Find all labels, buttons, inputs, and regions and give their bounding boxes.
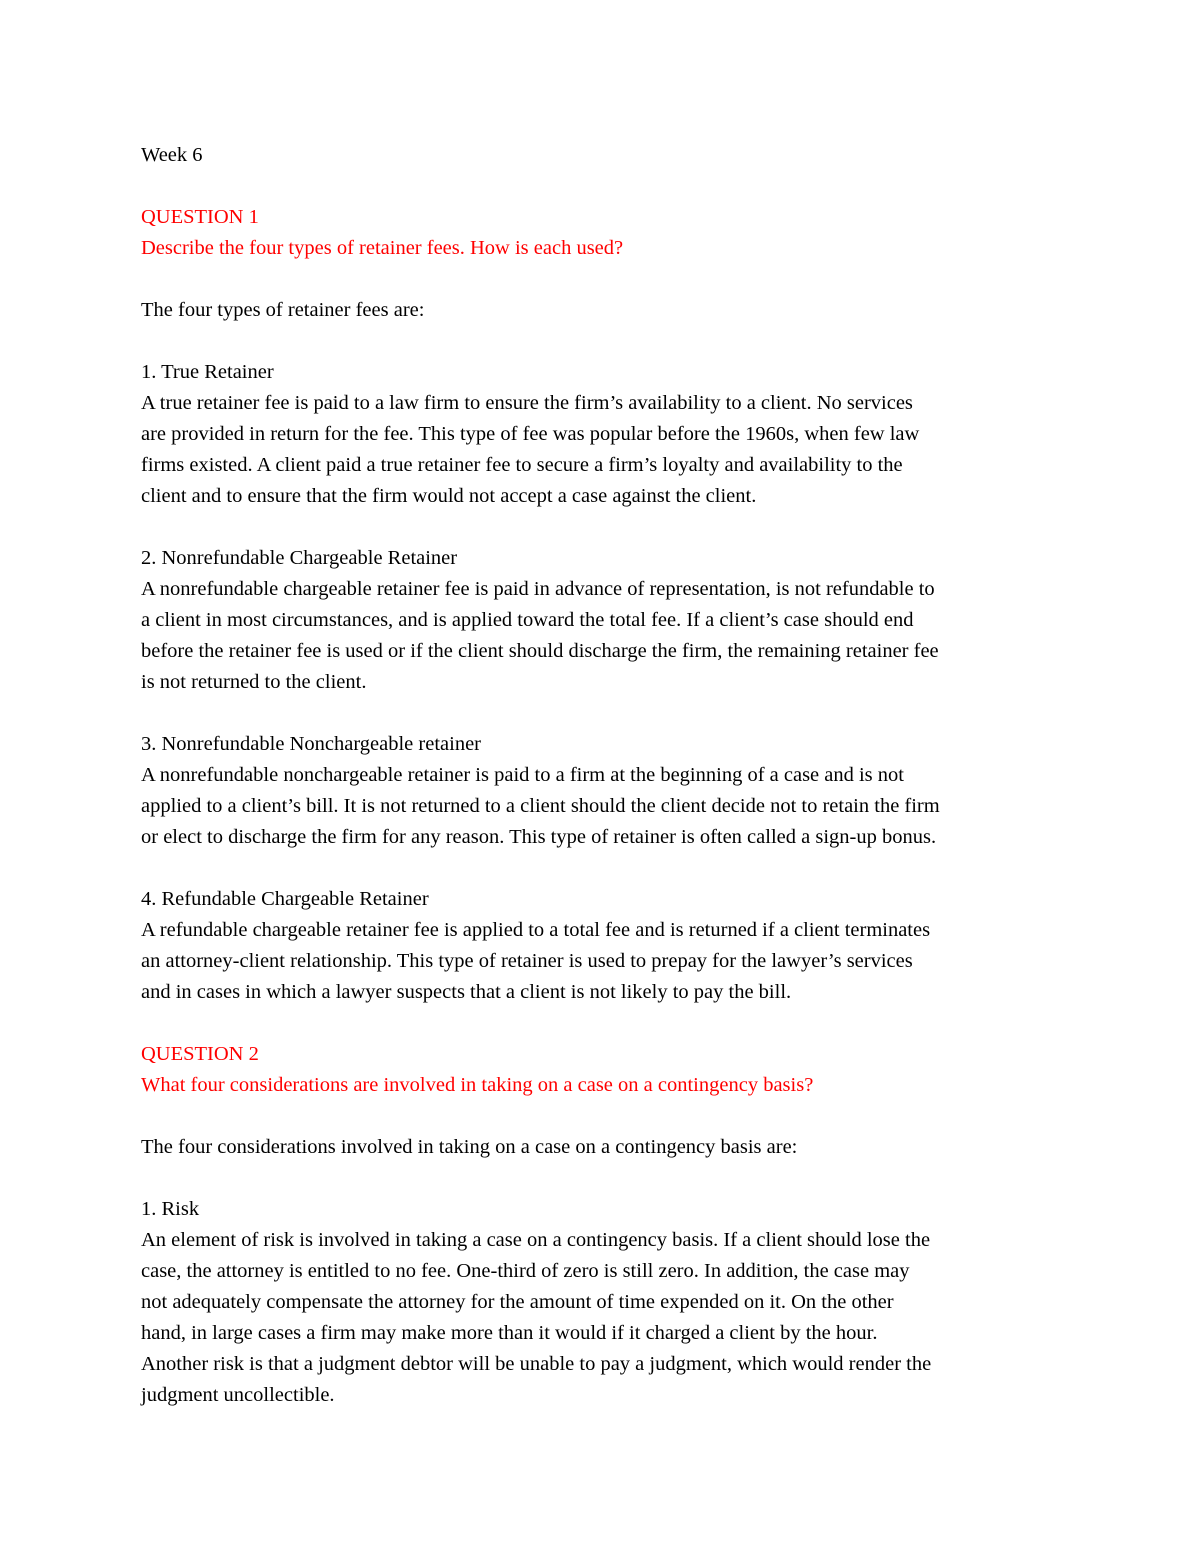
answer-line: Another risk is that a judgment debtor will be unable to pay a judgment, which would render the	[141, 1353, 932, 1375]
answer-item-risk	[141, 1194, 1061, 1411]
question-1-prompt: Describe the four types of retainer fees. How is each used?	[141, 237, 624, 259]
answer-line: case, the attorney is entitled to no fee. One-third of zero is still zero. In addition, the case may	[141, 1260, 910, 1282]
answer-line: before the retainer fee is used or if the client should discharge the firm, the remaining retainer fee	[141, 640, 939, 662]
answer-item-title: 1. Risk	[141, 1198, 200, 1220]
spacer	[141, 171, 1061, 202]
answer-item-nonrefundable-chargeable	[141, 543, 1061, 698]
spacer	[141, 512, 1061, 543]
answer-line: a client in most circumstances, and is applied toward the total fee. If a client’s case should end	[141, 609, 914, 631]
spacer	[141, 1008, 1061, 1039]
answer-item-title: 4. Refundable Chargeable Retainer	[141, 888, 429, 910]
answer-line: applied to a client’s bill. It is not returned to a client should the client decide not to retain the firm	[141, 795, 940, 817]
answer-line: are provided in return for the fee. This type of fee was popular before the 1960s, when few law	[141, 423, 920, 445]
answer-line: judgment uncollectible.	[141, 1384, 335, 1406]
answer-line: an attorney-client relationship. This type of retainer is used to prepay for the lawyer’s services	[141, 950, 913, 972]
answer-line: A true retainer fee is paid to a law firm to ensure the firm’s availability to a client. No services	[141, 392, 913, 414]
answer-item-true-retainer	[141, 357, 1061, 512]
answer-item-nonrefundable-nonchargeable	[141, 729, 1061, 853]
answer-line: or elect to discharge the firm for any reason. This type of retainer is often called a sign-up bonus.	[141, 826, 937, 848]
document-heading: Week 6	[141, 144, 203, 166]
spacer	[141, 1101, 1061, 1132]
answer-line: An element of risk is involved in taking a case on a contingency basis. If a client should lose the	[141, 1229, 931, 1251]
spacer	[141, 698, 1061, 729]
spacer	[141, 1163, 1061, 1194]
question-1-intro: The four types of retainer fees are:	[141, 299, 425, 321]
answer-line: hand, in large cases a firm may make more than it would if it charged a client by the hour.	[141, 1322, 878, 1344]
answer-line: client and to ensure that the firm would not accept a case against the client.	[141, 485, 757, 507]
answer-item-title: 2. Nonrefundable Chargeable Retainer	[141, 547, 458, 569]
answer-line: is not returned to the client.	[141, 671, 367, 693]
question-1-label: QUESTION 1	[141, 206, 259, 228]
spacer	[141, 853, 1061, 884]
answer-line: A nonrefundable nonchargeable retainer is paid to a firm at the beginning of a case and is not	[141, 764, 904, 786]
answer-line: A nonrefundable chargeable retainer fee is paid in advance of representation, is not refundable to	[141, 578, 935, 600]
answer-line: not adequately compensate the attorney for the amount of time expended on it. On the other	[141, 1291, 894, 1313]
answer-item-title: 3. Nonrefundable Nonchargeable retainer	[141, 733, 481, 755]
answer-line: firms existed. A client paid a true retainer fee to secure a firm’s loyalty and availability to the	[141, 454, 903, 476]
answer-item-title: 1. True Retainer	[141, 361, 274, 383]
answer-line: A refundable chargeable retainer fee is applied to a total fee and is returned if a client terminates	[141, 919, 931, 941]
question-2-label: QUESTION 2	[141, 1043, 259, 1065]
document-body	[141, 140, 1061, 1411]
answer-item-refundable-chargeable	[141, 884, 1061, 1008]
question-2-prompt: What four considerations are involved in taking on a case on a contingency basis?	[141, 1074, 814, 1096]
spacer	[141, 326, 1061, 357]
question-2-intro: The four considerations involved in taking on a case on a contingency basis are:	[141, 1136, 798, 1158]
answer-line: and in cases in which a lawyer suspects that a client is not likely to pay the bill.	[141, 981, 792, 1003]
spacer	[141, 264, 1061, 295]
